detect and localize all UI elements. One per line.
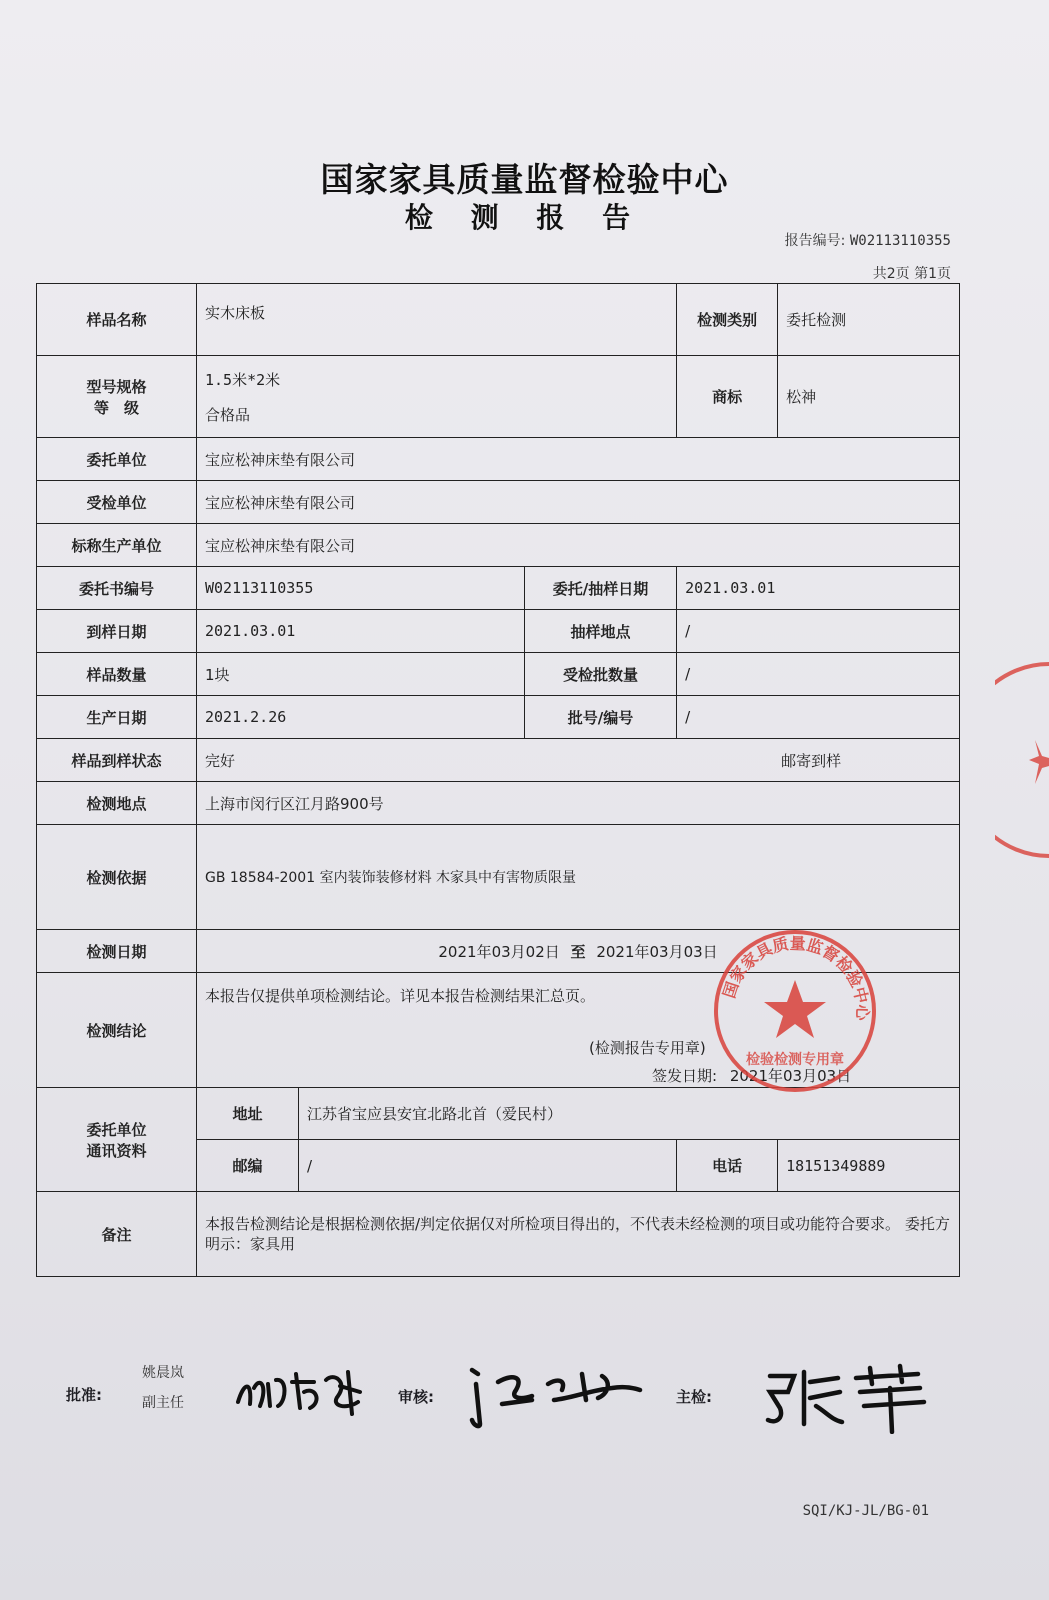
remark-text: 本报告检测结论是根据检测依据/判定依据仅对所检项目得出的，不代表未经检测的项目或功能符合要求。 委托方明示：家具用 (197, 1192, 960, 1277)
approver-name: 姚晨岚 (142, 1365, 184, 1381)
sample-name-label: 样品名称 (37, 284, 197, 356)
contact-label-1: 委托单位 (86, 1120, 147, 1139)
arrival-date-value: 2021.03.01 (197, 610, 525, 653)
batch-qty-label: 受检批数量 (525, 653, 677, 696)
conclusion-label: 检测结论 (37, 973, 197, 1088)
contact-label-2: 通讯资料 (86, 1141, 147, 1160)
model-value: 1.5米*2米 (205, 370, 281, 389)
test-type-label: 检测类别 (677, 284, 778, 356)
doc-type-title: 检 测 报 告 (404, 201, 645, 234)
report-table (36, 283, 960, 1277)
reviewer-signature (462, 1360, 652, 1430)
sampling-place-label: 抽样地点 (525, 610, 677, 653)
manufacturer-label: 标称生产单位 (37, 524, 197, 567)
basis-value: GB 18584-2001 室内装饰装修材料 木家具中有害物质限量 (197, 825, 960, 930)
main-inspector-label: 主检: (676, 1388, 712, 1406)
client-value: 宝应松神床垫有限公司 (197, 438, 960, 481)
approver-signature (230, 1362, 380, 1422)
report-number-label: 报告编号: (784, 233, 846, 249)
batch-no-label: 批号/编号 (525, 696, 677, 739)
address-value: 江苏省宝应县安宜北路北首（爱民村） (299, 1088, 960, 1140)
edge-seal-fragment (995, 660, 1049, 860)
model-grade-value (197, 356, 677, 438)
main-inspector-signature (760, 1362, 940, 1434)
arrival-method-value: 邮寄到样 (781, 751, 842, 770)
arrival-state-value: 完好 (205, 751, 236, 770)
quantity-value: 1块 (197, 653, 525, 696)
prod-date-label: 生产日期 (37, 696, 197, 739)
test-date-label: 检测日期 (37, 930, 197, 973)
commission-no-value: W02113110355 (197, 567, 525, 610)
form-code: SQI/KJ-JL/BG-01 (802, 1503, 929, 1519)
model-grade-label (37, 356, 197, 438)
manufacturer-value: 宝应松神床垫有限公司 (197, 524, 960, 567)
model-label: 型号规格 (86, 377, 147, 396)
arrival-state-cell (197, 739, 960, 782)
commission-no-label: 委托书编号 (37, 567, 197, 610)
conclusion-text: 本报告仅提供单项检测结论。详见本报告检测结果汇总页。 (205, 987, 596, 1005)
tel-value: 18151349889 (778, 1140, 960, 1192)
batch-no-value: / (677, 696, 960, 739)
org-title: 国家家具质量监督检验中心 (320, 160, 729, 199)
trademark-label: 商标 (677, 356, 778, 438)
quantity-label: 样品数量 (37, 653, 197, 696)
prod-date-value: 2021.2.26 (197, 696, 525, 739)
address-label: 地址 (197, 1088, 299, 1140)
review-label: 审核: (398, 1388, 434, 1406)
batch-qty-value: / (677, 653, 960, 696)
zip-value: / (299, 1140, 677, 1192)
basis-label: 检测依据 (37, 825, 197, 930)
report-number-value: W02113110355 (849, 233, 951, 249)
official-seal (712, 928, 878, 1094)
issue-date-label: 签发日期: (652, 1067, 718, 1085)
arrival-date-label: 到样日期 (37, 610, 197, 653)
grade-value: 合格品 (205, 405, 251, 424)
approve-label: 批准: (66, 1386, 102, 1404)
sampling-place-value: / (677, 610, 960, 653)
test-date-to-word: 至 (570, 942, 586, 961)
tel-label: 电话 (677, 1140, 778, 1192)
inspected-value: 宝应松神床垫有限公司 (197, 481, 960, 524)
test-date-to: 2021年03月03日 (596, 942, 718, 961)
report-number (785, 230, 951, 250)
sampling-date-value: 2021.03.01 (677, 567, 960, 610)
seal-inner-text: 检验检测专用章 (746, 1052, 844, 1068)
remark-label: 备注 (37, 1192, 197, 1277)
inspected-label: 受检单位 (37, 481, 197, 524)
issue-date-value: 2021年03月03日 (729, 1067, 852, 1085)
sampling-date-label: 委托/抽样日期 (525, 567, 677, 610)
sample-name-value: 实木床板 (197, 284, 677, 356)
test-date-from: 2021年03月02日 (438, 942, 560, 961)
client-label: 委托单位 (37, 438, 197, 481)
grade-label: 等 级 (93, 398, 139, 417)
location-value: 上海市闵行区江月路900号 (197, 782, 960, 825)
location-label: 检测地点 (37, 782, 197, 825)
page-count: 共2页 第1页 (872, 266, 951, 282)
zip-label: 邮编 (197, 1140, 299, 1192)
seal-text: 国家家具质量监督检验中心 (719, 933, 873, 1021)
trademark-value: 松神 (778, 356, 960, 438)
arrival-state-label: 样品到样状态 (37, 739, 197, 782)
conclusion-seal-note: (检测报告专用章) (589, 1039, 706, 1057)
contact-label (37, 1088, 197, 1192)
test-type-value: 委托检测 (778, 284, 960, 356)
approver-title: 副主任 (142, 1395, 184, 1411)
